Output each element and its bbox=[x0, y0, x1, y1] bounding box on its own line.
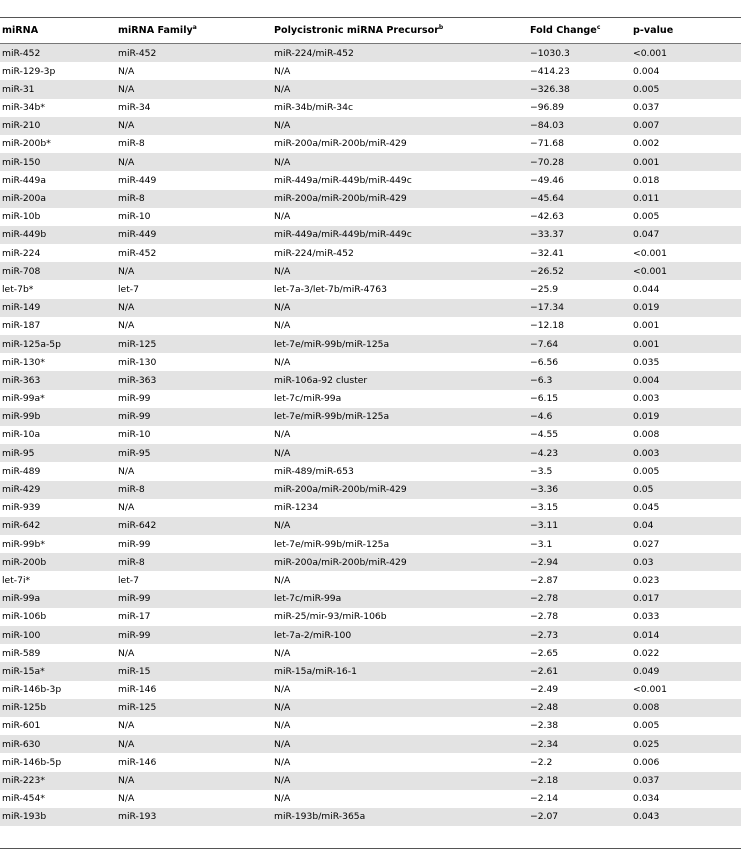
cell-mirna: miR-146b-3p bbox=[2, 684, 62, 696]
cell-mirna: miR-489 bbox=[2, 465, 41, 477]
cell-family: miR-95 bbox=[118, 447, 151, 459]
cell-precursor: N/A bbox=[274, 156, 291, 168]
cell-precursor: N/A bbox=[274, 265, 291, 277]
cell-family: miR-452 bbox=[118, 47, 157, 59]
table-row bbox=[0, 226, 741, 244]
cell-fold-change: −70.28 bbox=[530, 156, 565, 168]
cell-family: N/A bbox=[118, 320, 135, 332]
cell-p-value: 0.008 bbox=[633, 702, 660, 714]
cell-mirna: miR-31 bbox=[2, 83, 35, 95]
cell-p-value: 0.035 bbox=[633, 356, 660, 368]
header-mirna-family bbox=[118, 25, 197, 36]
cell-family: N/A bbox=[118, 502, 135, 514]
cell-fold-change: −2.07 bbox=[530, 811, 559, 823]
cell-fold-change: −12.18 bbox=[530, 320, 565, 332]
cell-fold-change: −414.23 bbox=[530, 65, 570, 77]
cell-mirna: miR-129-3p bbox=[2, 65, 56, 77]
cell-mirna: miR-146b-5p bbox=[2, 756, 62, 768]
cell-p-value: 0.025 bbox=[633, 738, 660, 750]
cell-family: N/A bbox=[118, 647, 135, 659]
cell-precursor: miR-1234 bbox=[274, 502, 319, 514]
cell-family: miR-10 bbox=[118, 429, 151, 441]
header-family-label: miRNA Family bbox=[118, 25, 193, 36]
cell-precursor: N/A bbox=[274, 775, 291, 786]
cell-mirna: let-7i* bbox=[2, 574, 31, 586]
cell-p-value: 0.005 bbox=[633, 83, 660, 95]
cell-family: miR-8 bbox=[118, 193, 145, 204]
cell-family: miR-130 bbox=[118, 356, 157, 368]
cell-p-value: 0.001 bbox=[633, 320, 660, 332]
cell-fold-change: −4.6 bbox=[530, 411, 553, 423]
cell-precursor: N/A bbox=[274, 302, 291, 314]
cell-precursor: miR-200a/miR-200b/miR-429 bbox=[274, 193, 407, 204]
cell-fold-change: −2.49 bbox=[530, 684, 559, 696]
cell-p-value: 0.037 bbox=[633, 102, 660, 114]
cell-precursor: N/A bbox=[274, 647, 291, 659]
table-row bbox=[0, 117, 741, 135]
cell-precursor: let-7c/miR-99a bbox=[274, 593, 342, 605]
cell-mirna: miR-99b bbox=[2, 411, 41, 423]
cell-p-value: 0.017 bbox=[633, 593, 660, 605]
cell-fold-change: −17.34 bbox=[530, 302, 565, 314]
cell-p-value: 0.047 bbox=[633, 229, 660, 241]
cell-family: N/A bbox=[118, 120, 135, 132]
cell-p-value: 0.043 bbox=[633, 811, 660, 823]
cell-precursor: N/A bbox=[274, 447, 291, 459]
cell-p-value: 0.001 bbox=[633, 156, 660, 168]
header-p-value: p-value bbox=[633, 25, 674, 36]
cell-fold-change: −2.38 bbox=[530, 720, 559, 732]
cell-family: N/A bbox=[118, 465, 135, 477]
cell-p-value: 0.034 bbox=[633, 793, 660, 805]
table-row bbox=[0, 62, 741, 80]
table-row bbox=[0, 244, 741, 262]
cell-mirna: miR-630 bbox=[2, 738, 41, 750]
cell-p-value: 0.004 bbox=[633, 65, 660, 77]
cell-fold-change: −45.64 bbox=[530, 193, 565, 204]
cell-p-value: <0.001 bbox=[633, 684, 668, 696]
cell-family: miR-99 bbox=[118, 538, 151, 550]
cell-precursor: N/A bbox=[274, 83, 291, 95]
cell-precursor: N/A bbox=[274, 793, 291, 805]
cell-fold-change: −326.38 bbox=[530, 83, 570, 95]
cell-p-value: 0.014 bbox=[633, 629, 660, 641]
cell-p-value: <0.001 bbox=[633, 247, 668, 259]
cell-precursor: N/A bbox=[274, 702, 291, 714]
table-row bbox=[0, 717, 741, 735]
cell-family: miR-99 bbox=[118, 411, 151, 423]
cell-mirna: miR-100 bbox=[2, 629, 41, 641]
table-row bbox=[0, 444, 741, 462]
cell-p-value: 0.007 bbox=[633, 120, 660, 132]
cell-p-value: 0.044 bbox=[633, 283, 660, 295]
cell-family: N/A bbox=[118, 83, 135, 95]
cell-precursor: N/A bbox=[274, 520, 291, 532]
cell-mirna: miR-210 bbox=[2, 120, 41, 132]
table-row bbox=[0, 317, 741, 335]
header-precursor bbox=[274, 25, 443, 36]
table-row bbox=[0, 553, 741, 571]
cell-fold-change: −1030.3 bbox=[530, 47, 570, 59]
table-row bbox=[0, 353, 741, 371]
cell-family: miR-8 bbox=[118, 484, 145, 495]
cell-fold-change: −49.46 bbox=[530, 174, 565, 186]
table-row bbox=[0, 790, 741, 808]
cell-precursor: let-7e/miR-99b/miR-125a bbox=[274, 538, 390, 550]
cell-fold-change: −2.61 bbox=[530, 665, 559, 677]
cell-precursor: let-7c/miR-99a bbox=[274, 393, 342, 405]
cell-family: miR-146 bbox=[118, 756, 157, 768]
cell-mirna: miR-708 bbox=[2, 265, 41, 277]
table-row bbox=[0, 590, 741, 608]
cell-family: miR-452 bbox=[118, 247, 157, 259]
cell-fold-change: −6.3 bbox=[530, 374, 553, 386]
cell-mirna: miR-125b bbox=[2, 702, 47, 714]
cell-mirna: miR-106b bbox=[2, 611, 47, 623]
table-row bbox=[0, 44, 741, 62]
cell-mirna: miR-939 bbox=[2, 502, 41, 514]
cell-p-value: 0.011 bbox=[633, 193, 660, 204]
table-row bbox=[0, 299, 741, 317]
cell-precursor: miR-34b/miR-34c bbox=[274, 102, 354, 114]
header-family-footnote: a bbox=[192, 23, 197, 31]
cell-mirna: miR-449b bbox=[2, 229, 47, 241]
table-row bbox=[0, 80, 741, 98]
cell-family: miR-363 bbox=[118, 374, 157, 386]
table-body bbox=[0, 44, 741, 826]
cell-mirna: miR-223* bbox=[2, 775, 45, 786]
cell-precursor: miR-193b/miR-365a bbox=[274, 811, 366, 823]
cell-family: let-7 bbox=[118, 283, 139, 295]
cell-family: miR-193 bbox=[118, 811, 157, 823]
cell-fold-change: −2.34 bbox=[530, 738, 559, 750]
cell-mirna: miR-429 bbox=[2, 484, 41, 495]
cell-mirna: miR-95 bbox=[2, 447, 35, 459]
table-row bbox=[0, 608, 741, 626]
table-row bbox=[0, 571, 741, 589]
cell-fold-change: −84.03 bbox=[530, 120, 565, 132]
table-row bbox=[0, 462, 741, 480]
table-row bbox=[0, 262, 741, 280]
cell-mirna: miR-99a* bbox=[2, 393, 45, 405]
cell-family: miR-34 bbox=[118, 102, 151, 114]
cell-p-value: 0.033 bbox=[633, 611, 660, 623]
cell-mirna: let-7b* bbox=[2, 283, 34, 295]
table-row bbox=[0, 99, 741, 117]
table-row bbox=[0, 644, 741, 662]
cell-p-value: 0.027 bbox=[633, 538, 660, 550]
cell-precursor: miR-449a/miR-449b/miR-449c bbox=[274, 174, 412, 186]
cell-p-value: 0.008 bbox=[633, 429, 660, 441]
cell-fold-change: −6.15 bbox=[530, 393, 559, 405]
cell-mirna: miR-130* bbox=[2, 356, 45, 368]
cell-family: miR-10 bbox=[118, 211, 151, 223]
cell-fold-change: −2.78 bbox=[530, 611, 559, 623]
cell-family: miR-125 bbox=[118, 702, 157, 714]
cell-mirna: miR-34b* bbox=[2, 102, 45, 114]
cell-precursor: N/A bbox=[274, 320, 291, 332]
header-fold-label: Fold Change bbox=[530, 25, 597, 36]
table-row bbox=[0, 171, 741, 189]
cell-precursor: miR-224/miR-452 bbox=[274, 47, 354, 59]
cell-fold-change: −32.41 bbox=[530, 247, 565, 259]
cell-precursor: N/A bbox=[274, 356, 291, 368]
cell-family: miR-642 bbox=[118, 520, 157, 532]
cell-mirna: miR-99b* bbox=[2, 538, 45, 550]
cell-p-value: <0.001 bbox=[633, 265, 668, 277]
table-row bbox=[0, 735, 741, 753]
cell-fold-change: −26.52 bbox=[530, 265, 565, 277]
cell-fold-change: −2.65 bbox=[530, 647, 559, 659]
cell-p-value: 0.037 bbox=[633, 775, 660, 786]
table-row bbox=[0, 626, 741, 644]
cell-mirna: miR-15a* bbox=[2, 665, 45, 677]
cell-mirna: miR-589 bbox=[2, 647, 41, 659]
cell-mirna: miR-150 bbox=[2, 156, 41, 168]
cell-fold-change: −3.15 bbox=[530, 502, 559, 514]
cell-family: miR-8 bbox=[118, 556, 145, 568]
cell-precursor: N/A bbox=[274, 120, 291, 132]
table-row bbox=[0, 699, 741, 717]
cell-p-value: 0.006 bbox=[633, 756, 660, 768]
cell-precursor: let-7e/miR-99b/miR-125a bbox=[274, 338, 390, 350]
cell-precursor: miR-25/mir-93/miR-106b bbox=[274, 611, 387, 623]
header-precursor-footnote: b bbox=[438, 23, 444, 31]
cell-fold-change: −2.14 bbox=[530, 793, 559, 805]
cell-mirna: miR-125a-5p bbox=[2, 338, 61, 350]
cell-p-value: 0.045 bbox=[633, 502, 660, 514]
table-row bbox=[0, 390, 741, 408]
table-row bbox=[0, 681, 741, 699]
cell-p-value: 0.005 bbox=[633, 465, 660, 477]
cell-mirna: miR-200a bbox=[2, 193, 46, 204]
cell-p-value: 0.004 bbox=[633, 374, 660, 386]
cell-family: N/A bbox=[118, 793, 135, 805]
cell-p-value: 0.03 bbox=[633, 556, 654, 568]
cell-mirna: miR-10a bbox=[2, 429, 41, 441]
table-row bbox=[0, 208, 741, 226]
cell-p-value: 0.003 bbox=[633, 393, 660, 405]
cell-precursor: let-7a-3/let-7b/miR-4763 bbox=[274, 283, 387, 295]
cell-family: miR-449 bbox=[118, 229, 157, 241]
cell-fold-change: −3.11 bbox=[530, 520, 559, 532]
cell-fold-change: −2.78 bbox=[530, 593, 559, 605]
cell-mirna: miR-454* bbox=[2, 793, 45, 805]
cell-family: N/A bbox=[118, 302, 135, 314]
header-mirna: miRNA bbox=[2, 25, 39, 36]
table-row bbox=[0, 808, 741, 826]
cell-family: miR-99 bbox=[118, 593, 151, 605]
table-row bbox=[0, 408, 741, 426]
table-row bbox=[0, 772, 741, 790]
cell-fold-change: −2.18 bbox=[530, 775, 559, 786]
cell-fold-change: −71.68 bbox=[530, 138, 565, 150]
cell-precursor: N/A bbox=[274, 574, 291, 586]
cell-mirna: miR-452 bbox=[2, 47, 41, 59]
cell-family: miR-15 bbox=[118, 665, 151, 677]
cell-fold-change: −4.55 bbox=[530, 429, 559, 441]
cell-precursor: miR-200a/miR-200b/miR-429 bbox=[274, 138, 407, 150]
table-row bbox=[0, 535, 741, 553]
cell-fold-change: −3.5 bbox=[530, 465, 553, 477]
cell-precursor: N/A bbox=[274, 65, 291, 77]
cell-fold-change: −6.56 bbox=[530, 356, 559, 368]
cell-p-value: 0.018 bbox=[633, 174, 660, 186]
cell-precursor: miR-15a/miR-16-1 bbox=[274, 665, 357, 677]
cell-family: N/A bbox=[118, 775, 135, 786]
cell-p-value: 0.049 bbox=[633, 665, 660, 677]
cell-p-value: <0.001 bbox=[633, 47, 668, 59]
cell-precursor: miR-200a/miR-200b/miR-429 bbox=[274, 484, 407, 495]
cell-p-value: 0.005 bbox=[633, 211, 660, 223]
cell-precursor: N/A bbox=[274, 720, 291, 732]
cell-p-value: 0.023 bbox=[633, 574, 660, 586]
table-row bbox=[0, 426, 741, 444]
cell-family: miR-99 bbox=[118, 393, 151, 405]
table-row bbox=[0, 499, 741, 517]
cell-fold-change: −3.36 bbox=[530, 484, 559, 495]
cell-precursor: N/A bbox=[274, 756, 291, 768]
cell-precursor: N/A bbox=[274, 429, 291, 441]
cell-family: N/A bbox=[118, 265, 135, 277]
cell-fold-change: −33.37 bbox=[530, 229, 565, 241]
table-row bbox=[0, 135, 741, 153]
table-row bbox=[0, 335, 741, 353]
cell-precursor: let-7e/miR-99b/miR-125a bbox=[274, 411, 390, 423]
cell-p-value: 0.005 bbox=[633, 720, 660, 732]
table-row bbox=[0, 190, 741, 208]
cell-family: miR-125 bbox=[118, 338, 157, 350]
cell-mirna: miR-200b bbox=[2, 556, 47, 568]
table-row bbox=[0, 481, 741, 499]
cell-p-value: 0.002 bbox=[633, 138, 660, 150]
cell-mirna: miR-200b* bbox=[2, 138, 51, 150]
table-row bbox=[0, 153, 741, 171]
cell-p-value: 0.05 bbox=[633, 484, 654, 495]
cell-family: N/A bbox=[118, 738, 135, 750]
table-row bbox=[0, 517, 741, 535]
cell-fold-change: −7.64 bbox=[530, 338, 559, 350]
cell-family: N/A bbox=[118, 156, 135, 168]
cell-family: let-7 bbox=[118, 574, 139, 586]
cell-family: miR-17 bbox=[118, 611, 151, 623]
cell-family: miR-146 bbox=[118, 684, 157, 696]
header-fold-change bbox=[530, 25, 600, 36]
cell-mirna: miR-642 bbox=[2, 520, 41, 532]
cell-mirna: miR-99a bbox=[2, 593, 41, 605]
cell-fold-change: −2.48 bbox=[530, 702, 559, 714]
cell-fold-change: −2.94 bbox=[530, 556, 559, 568]
cell-p-value: 0.019 bbox=[633, 302, 660, 314]
cell-fold-change: −2.2 bbox=[530, 756, 553, 768]
table-bottom-rule bbox=[0, 848, 741, 849]
cell-precursor: N/A bbox=[274, 211, 291, 223]
cell-fold-change: −2.87 bbox=[530, 574, 559, 586]
cell-precursor: N/A bbox=[274, 684, 291, 696]
cell-mirna: miR-187 bbox=[2, 320, 41, 332]
cell-precursor: miR-449a/miR-449b/miR-449c bbox=[274, 229, 412, 241]
cell-p-value: 0.001 bbox=[633, 338, 660, 350]
cell-family: N/A bbox=[118, 65, 135, 77]
cell-fold-change: −42.63 bbox=[530, 211, 565, 223]
header-precursor-label: Polycistronic miRNA Precursor bbox=[274, 25, 439, 36]
cell-fold-change: −25.9 bbox=[530, 283, 559, 295]
cell-p-value: 0.04 bbox=[633, 520, 654, 532]
table-header-row bbox=[0, 18, 741, 43]
cell-mirna: miR-149 bbox=[2, 302, 41, 314]
cell-precursor: let-7a-2/miR-100 bbox=[274, 629, 352, 641]
cell-family: miR-449 bbox=[118, 174, 157, 186]
table-row bbox=[0, 662, 741, 680]
cell-precursor: miR-224/miR-452 bbox=[274, 247, 354, 259]
cell-fold-change: −4.23 bbox=[530, 447, 559, 459]
cell-mirna: miR-601 bbox=[2, 720, 41, 732]
cell-mirna: miR-449a bbox=[2, 174, 46, 186]
table-row bbox=[0, 280, 741, 298]
cell-mirna: miR-224 bbox=[2, 247, 41, 259]
cell-precursor: miR-106a-92 cluster bbox=[274, 374, 368, 386]
cell-p-value: 0.022 bbox=[633, 647, 660, 659]
cell-p-value: 0.003 bbox=[633, 447, 660, 459]
cell-precursor: miR-200a/miR-200b/miR-429 bbox=[274, 556, 407, 568]
cell-fold-change: −3.1 bbox=[530, 538, 553, 550]
cell-fold-change: −2.73 bbox=[530, 629, 559, 641]
header-fold-footnote: c bbox=[596, 23, 601, 31]
table-row bbox=[0, 753, 741, 771]
cell-p-value: 0.019 bbox=[633, 411, 660, 423]
cell-mirna: miR-193b bbox=[2, 811, 47, 823]
table-row bbox=[0, 371, 741, 389]
cell-family: miR-8 bbox=[118, 138, 145, 150]
cell-precursor: N/A bbox=[274, 738, 291, 750]
cell-mirna: miR-10b bbox=[2, 211, 41, 223]
cell-fold-change: −96.89 bbox=[530, 102, 565, 114]
cell-mirna: miR-363 bbox=[2, 374, 41, 386]
cell-family: N/A bbox=[118, 720, 135, 732]
cell-precursor: miR-489/miR-653 bbox=[274, 465, 354, 477]
cell-family: miR-99 bbox=[118, 629, 151, 641]
